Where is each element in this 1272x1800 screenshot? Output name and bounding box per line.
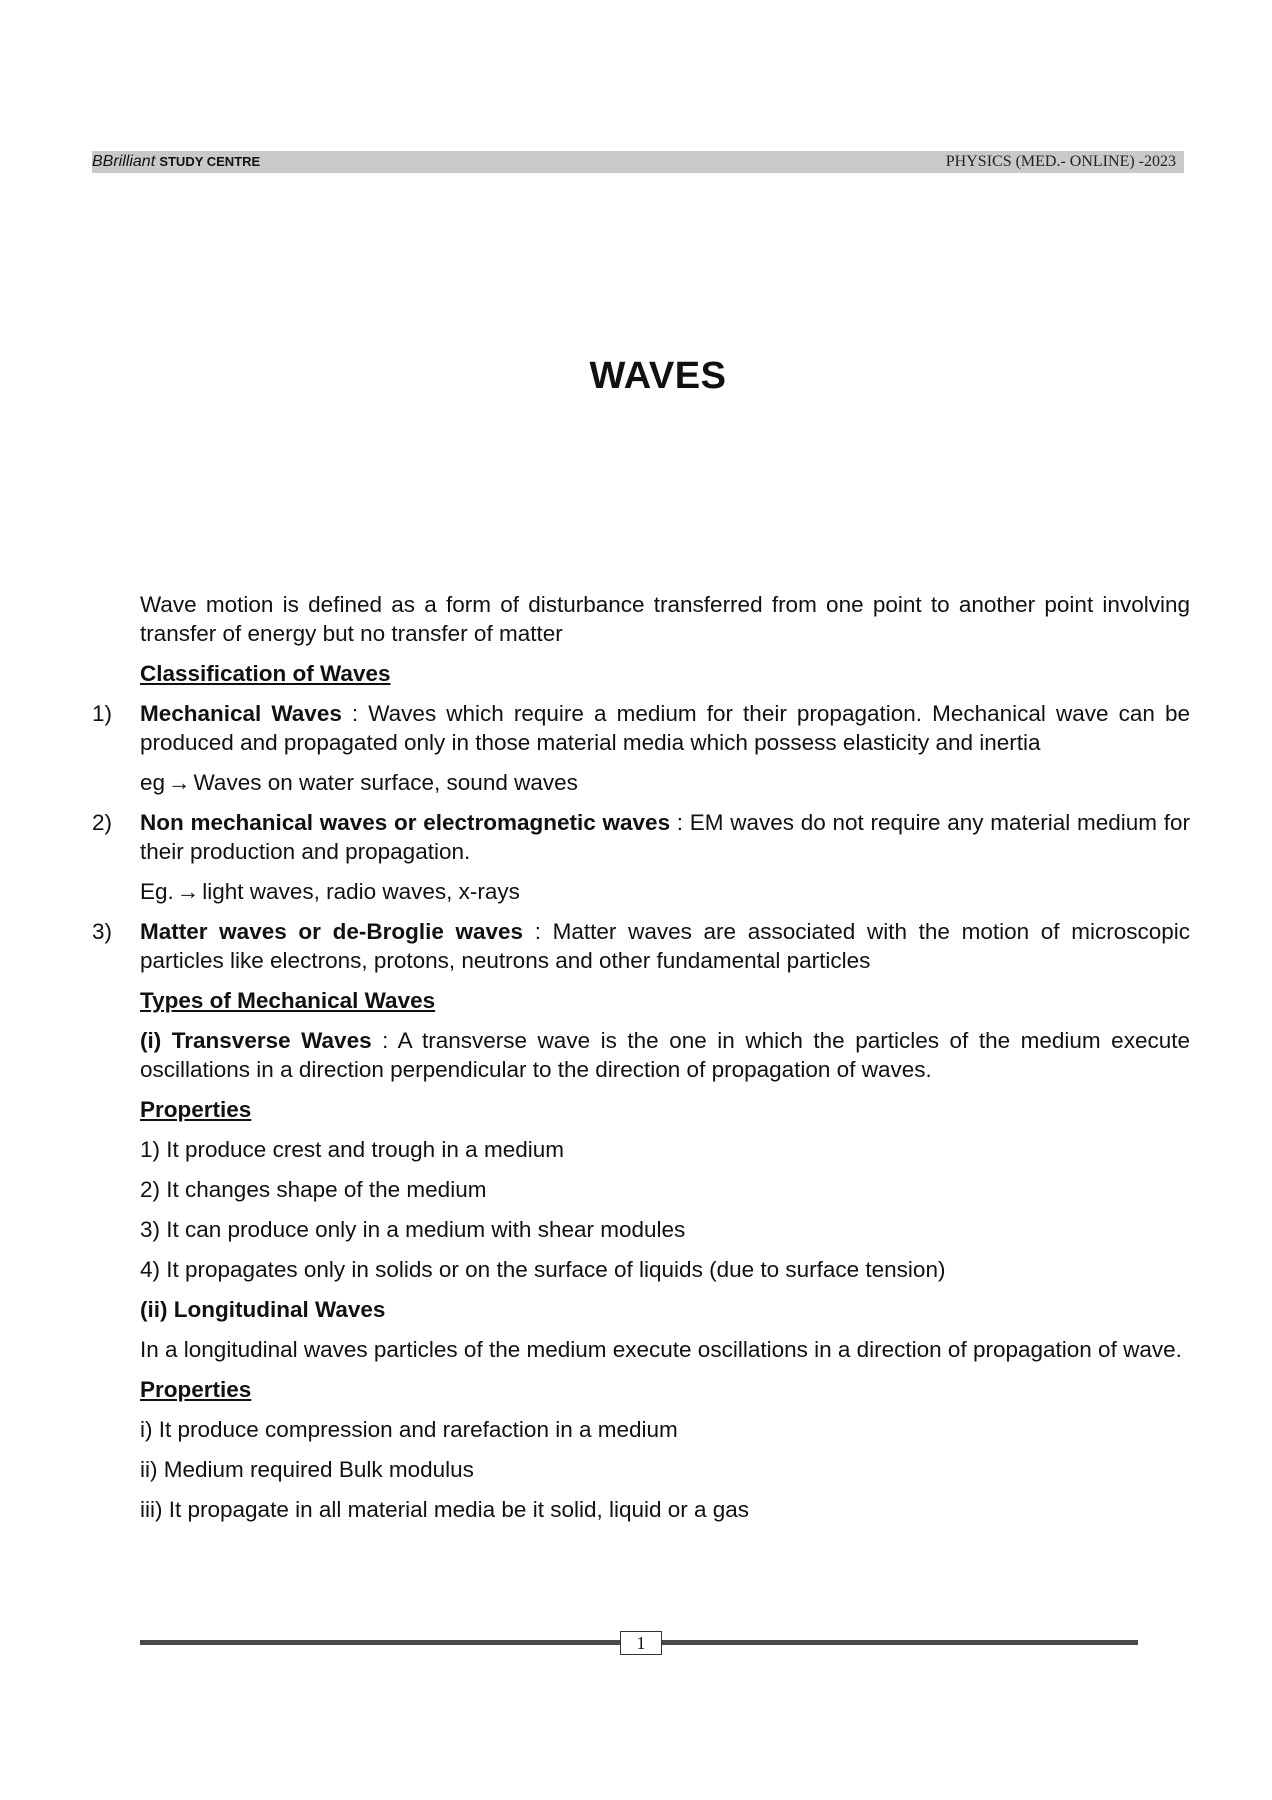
- brand-name: BBrilliant: [92, 153, 156, 170]
- page-number: 1: [620, 1631, 662, 1655]
- item-description: : Waves which require a medium for their propagation. Mechanical wave can be produced and propagated only in those material media which possess elasticity and inertia: [140, 701, 1190, 755]
- item-description: : Matter waves are associated with the motion of microscopic particles like electrons, protons, neutrons and other fundamental particles: [140, 919, 1190, 973]
- header-bar: [92, 151, 1184, 173]
- item-term: Non mechanical waves or electromagnetic waves: [140, 810, 671, 835]
- transverse-description: : A transverse wave is the one in which the particles of the medium execute oscillations in a direction perpendicular to the direction of propagation of waves.: [140, 1028, 1190, 1082]
- item-number: 1): [92, 701, 113, 726]
- longitudinal-properties-heading: Properties: [140, 1377, 252, 1402]
- property-item: 4) It propagates only in solids or on the surface of liquids (due to surface tension): [140, 1257, 946, 1282]
- longitudinal-description: In a longitudinal waves particles of the medium execute oscillations in a direction of propagation of wave.: [140, 1337, 1182, 1362]
- example-text: Waves on water surface, sound waves: [193, 770, 578, 795]
- property-item: 2) It changes shape of the medium: [140, 1177, 487, 1202]
- course-label: PHYSICS (MED.- ONLINE) -2023: [945, 153, 1176, 170]
- classification-heading: Classification of Waves: [140, 661, 391, 686]
- item-term: Mechanical Waves: [140, 701, 342, 726]
- intro-paragraph: Wave motion is defined as a form of disturbance transferred from one point to another point involving transfer of energy but no transfer of matter: [140, 592, 1190, 646]
- transverse-paragraph: [140, 1026, 1190, 1084]
- classification-item: [92, 808, 1190, 866]
- longitudinal-heading: (ii) Longitudinal Waves: [140, 1297, 386, 1322]
- item-number: 3): [92, 919, 113, 944]
- example-prefix: eg: [140, 770, 166, 795]
- document-body: [92, 590, 1190, 1535]
- classification-item: [92, 917, 1190, 975]
- item-term: Matter waves or de-Broglie waves: [140, 919, 524, 944]
- arrow-icon: →: [168, 770, 191, 795]
- property-item: 1) It produce crest and trough in a medium: [140, 1137, 564, 1162]
- types-heading: Types of Mechanical Waves: [140, 988, 436, 1013]
- transverse-term: (i) Transverse Waves: [140, 1028, 372, 1053]
- example-prefix: Eg.: [140, 879, 174, 904]
- footer-rule-right: [660, 1640, 1138, 1645]
- footer-rule-left: [140, 1640, 620, 1645]
- property-item: ii) Medium required Bulk modulus: [140, 1457, 474, 1482]
- item-text: [140, 699, 1190, 757]
- classification-item: [92, 699, 1190, 757]
- example-line: [140, 877, 1190, 906]
- item-number: 2): [92, 810, 113, 835]
- property-item: 3) It can produce only in a medium with shear modules: [140, 1217, 686, 1242]
- property-item: i) It produce compression and rarefaction in a medium: [140, 1417, 678, 1442]
- property-item: iii) It propagate in all material media be it solid, liquid or a gas: [140, 1497, 750, 1522]
- item-text: [140, 917, 1190, 975]
- transverse-properties-heading: Properties: [140, 1097, 252, 1122]
- example-line: [140, 768, 1190, 797]
- arrow-icon: →: [176, 879, 200, 904]
- header-brand: [92, 153, 260, 171]
- brand-subtitle: STUDY CENTRE: [159, 154, 261, 169]
- item-description: : EM waves do not require any material medium for their production and propagation.: [140, 810, 1190, 864]
- example-text: light waves, radio waves, x-rays: [202, 879, 520, 904]
- page-title: WAVES: [589, 355, 727, 397]
- item-text: [140, 808, 1190, 866]
